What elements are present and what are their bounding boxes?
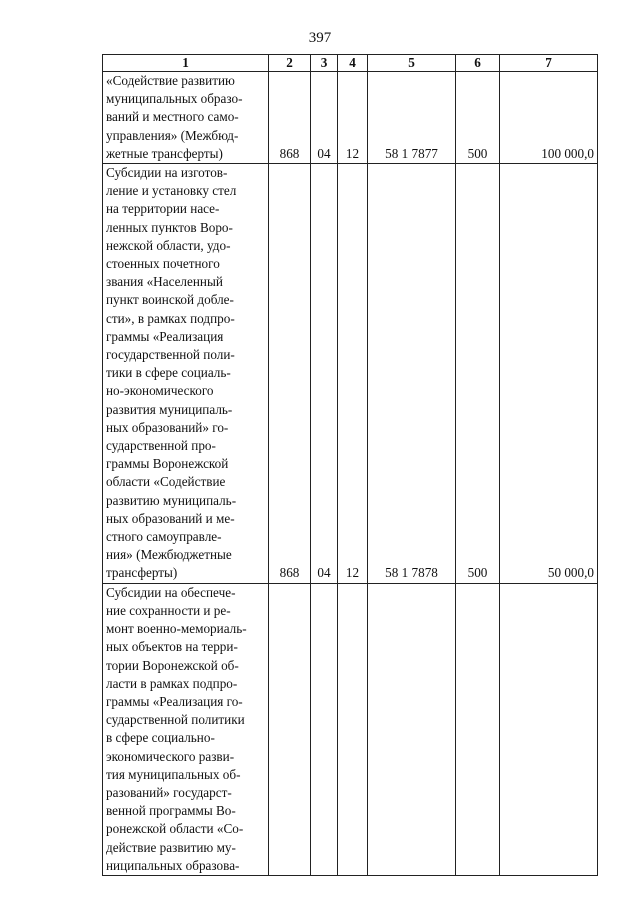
description-line: ронежской области «Со- [106,821,244,837]
description-line: стного самоуправле- [106,529,222,545]
description-line: Субсидии на изготов- [106,165,228,181]
description-line: ласти в рамках подпро- [106,675,238,691]
description-line: действие развитию му- [106,839,236,855]
cell-target-article [368,583,456,875]
description-line: тия муниципальных об- [106,766,241,782]
description-line: Субсидии на обеспече- [106,584,236,600]
description-line: ние сохранности и ре- [106,602,231,618]
description-line: разований» государст- [106,784,232,800]
description-line: граммы «Реализация [106,328,224,344]
description-line: монт военно-мемориаль- [106,621,247,637]
header-row [103,55,598,72]
cell-ministry-code: 868 [269,164,311,584]
cell-target-article: 58 1 7877 [368,72,456,164]
cell-expense-type [456,583,500,875]
cell-ministry-code: 868 [269,72,311,164]
description-line: развития муниципаль- [106,401,233,417]
table-row [103,164,598,584]
description-line: ленных пунктов Воро- [106,219,233,235]
cell-target-article: 58 1 7878 [368,164,456,584]
header-col-4: 4 [338,55,368,72]
header-col-3: 3 [311,55,338,72]
description-line: экономического разви- [106,748,235,764]
description-line: на территории насе- [106,201,220,217]
cell-subsection-code [338,583,368,875]
description-line: ных образований и ме- [106,510,235,526]
header-col-7: 7 [500,55,598,72]
description-line: сти», в рамках подпро- [106,310,235,326]
description-line: государственной поли- [106,347,235,363]
description-line: ление и установку стел [106,183,237,199]
budget-table [102,54,598,876]
description-line: звания «Населенный [106,274,223,290]
row-description [103,164,269,584]
description-line: нежской области, удо- [106,237,231,253]
cell-ministry-code [269,583,311,875]
header-col-5: 5 [368,55,456,72]
description-line: тории Воронежской об- [106,657,239,673]
cell-amount: 50 000,0 [500,164,598,584]
table-row [103,583,598,875]
header-col-2: 2 [269,55,311,72]
description-line: развитию муниципаль- [106,492,237,508]
description-line: ных образований» го- [106,419,229,435]
description-line: граммы «Реализация го- [106,693,243,709]
row-description [103,72,269,164]
cell-expense-type: 500 [456,164,500,584]
description-line: стоенных почетного [106,256,220,272]
cell-subsection-code: 12 [338,164,368,584]
cell-expense-type: 500 [456,72,500,164]
header-col-1: 1 [103,55,269,72]
header-col-6: 6 [456,55,500,72]
description-line: ных объектов на терри- [106,639,238,655]
table-row [103,72,598,164]
description-line: в сфере социально- [106,730,215,746]
description-line: ния» (Межбюджетные [106,547,232,563]
description-line: управления» (Межбюд- [106,127,239,143]
description-line: трансферты) [106,565,178,581]
page-number: 397 [308,30,332,46]
cell-section-code: 04 [311,164,338,584]
description-line: венной программы Во- [106,803,236,819]
description-line: граммы Воронежской [106,456,229,472]
description-line: «Содействие развитию [106,73,235,88]
description-line: ваний и местного само- [106,109,239,125]
table-body [103,72,598,876]
description-line: муниципальных образо- [106,91,243,107]
description-line: области «Содействие [106,474,226,490]
description-line: но-экономического [106,383,214,399]
cell-subsection-code: 12 [338,72,368,164]
cell-amount [500,583,598,875]
description-line: ниципальных образова- [106,857,240,873]
row-description [103,583,269,875]
cell-amount: 100 000,0 [500,72,598,164]
description-line: сударственной политики [106,712,245,728]
description-line: пункт воинской добле- [106,292,234,308]
description-line: тики в сфере социаль- [106,365,231,381]
cell-section-code [311,583,338,875]
description-line: сударственной про- [106,438,216,454]
cell-section-code: 04 [311,72,338,164]
description-line: жетные трансферты) [106,145,223,161]
